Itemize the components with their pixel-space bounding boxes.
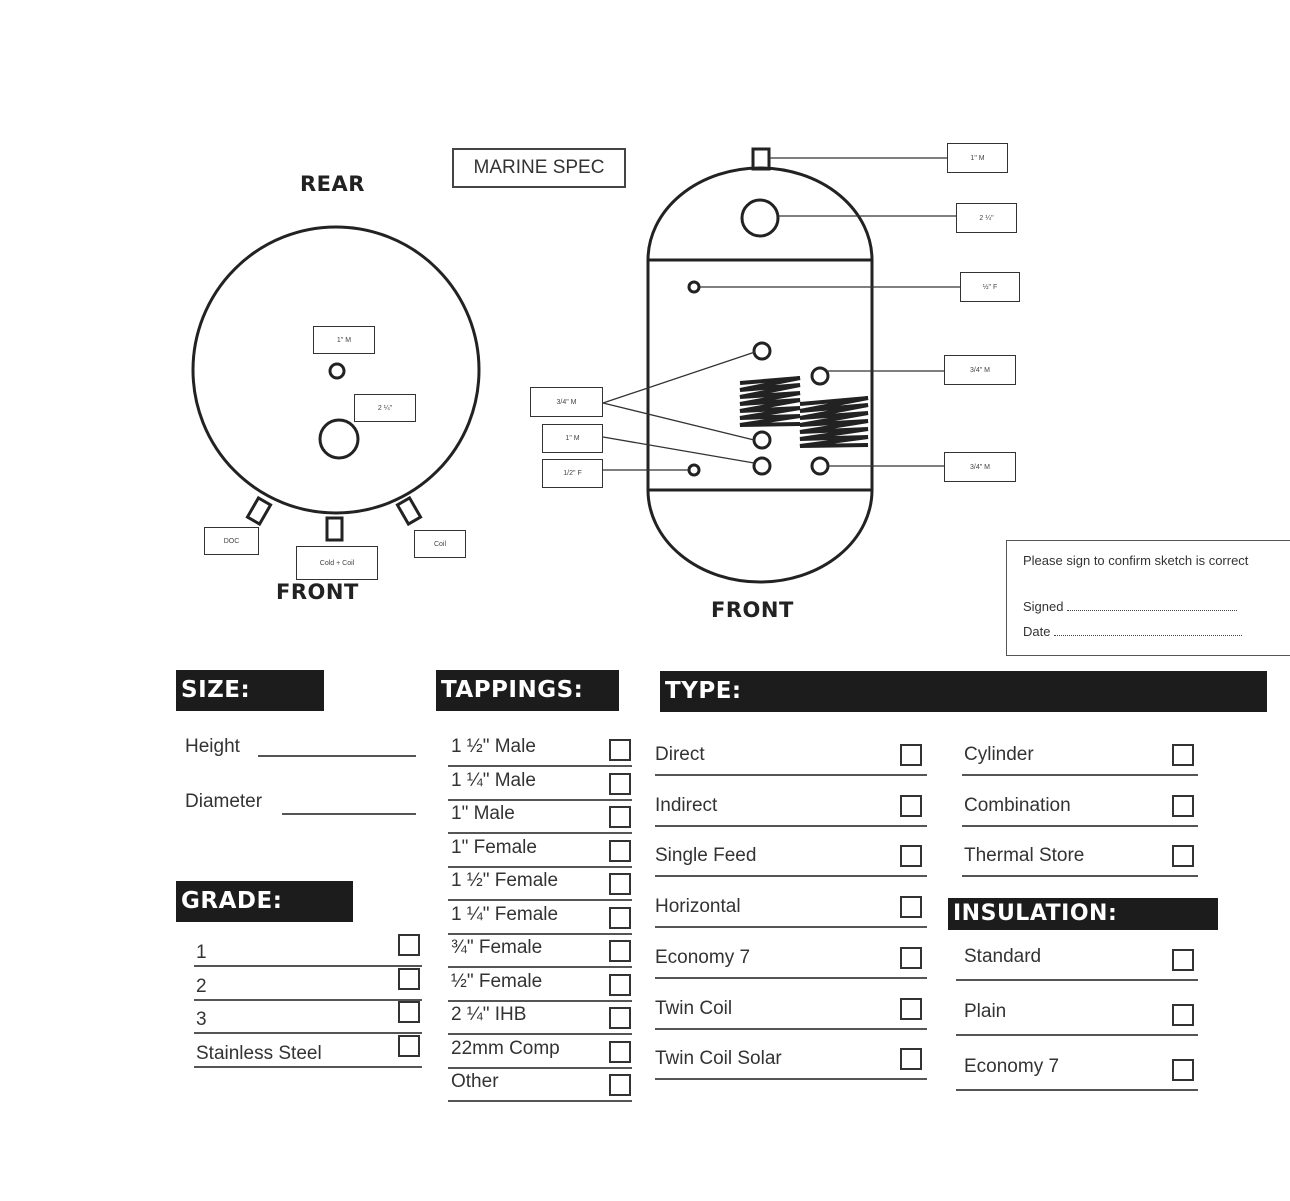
type-item-divider [962,825,1198,827]
type-item-checkbox[interactable] [900,845,922,867]
tapping-item-checkbox[interactable] [609,806,631,828]
tapping-item-label: 22mm Comp [451,1037,560,1059]
type-item-divider [655,825,927,827]
insulation-item-divider [956,979,1198,981]
rear-tap-cold [327,518,342,540]
rear-port-2-25in [320,420,358,458]
type-item-label: Twin Coil Solar [655,1048,782,1070]
tapping-item-label: 1 ½" Female [451,870,559,891]
rear-label-cold-coil: Cold + Coil [296,546,378,580]
tapping-item-divider [448,799,632,801]
height-label: Height [185,736,240,757]
type-item-checkbox[interactable] [900,795,922,817]
type-item-checkbox[interactable] [1172,744,1194,766]
tapping-item-divider [448,1100,632,1102]
tapping-item-label: ½" Female [451,970,543,992]
type-item-label: Twin Coil [655,997,733,1019]
front-label-3-4m-lower: 3/4" M [944,452,1016,482]
type-item-divider [655,1078,927,1080]
insulation-item-checkbox[interactable] [1172,1004,1194,1026]
tapping-item-divider [448,1033,632,1035]
tapping-item-checkbox[interactable] [609,1074,631,1096]
tapping-item-divider [448,966,632,968]
front-port-2-25in [742,200,778,236]
type-item-label: Combination [964,794,1071,816]
front-view-title: FRONT [711,598,794,622]
tapping-item-label: 1" Female [451,836,537,858]
insulation-item-checkbox[interactable] [1172,949,1194,971]
front-label-2-25in: 2 ¼" [956,203,1017,233]
front-label-half-f: ½" F [960,272,1020,302]
tapping-item-divider [448,1000,632,1002]
type-item-divider [655,875,927,877]
type-item-label: Direct [655,744,705,765]
tapping-item-label: 1 ½" Male [451,736,536,757]
rear-label-coil: Coil [414,530,466,558]
front-label-top: 1" M [947,143,1008,173]
type-item-checkbox[interactable] [900,998,922,1020]
tapping-item-divider [448,899,632,901]
tapping-item-divider [448,933,632,935]
insulation-header: INSULATION: [948,898,1218,930]
tapping-item-checkbox[interactable] [609,907,631,929]
date-label: Date [1023,624,1051,639]
type-item-divider [655,1028,927,1030]
type-item-checkbox[interactable] [900,1048,922,1070]
front-label-left-1m: 1" M [542,424,603,453]
sign-prompt: Please sign to confirm sketch is correct [1023,553,1249,568]
tappings-header: TAPPINGS: [436,670,619,711]
grade-item-label: 3 [196,1009,207,1030]
front-top-tap [753,149,769,169]
front-port-half-f-low [689,465,699,475]
type-item-checkbox[interactable] [900,896,922,918]
insulation-item-divider [956,1034,1198,1036]
type-header: TYPE: [660,671,1267,712]
tapping-item-label: 1" Male [451,803,515,824]
grade-item-divider [194,999,422,1001]
coil-1 [740,378,800,425]
grade-item-label: 2 [196,975,207,997]
signature-box [1006,540,1290,656]
tapping-item-divider [448,866,632,868]
tapping-item-divider [448,1067,632,1069]
tapping-item-checkbox[interactable] [609,940,631,962]
grade-item-divider [194,1066,422,1068]
type-item-label: Single Feed [655,845,757,867]
grade-item-divider [194,1032,422,1034]
front-label-3-4m-upper: 3/4" M [944,355,1016,385]
tapping-item-label: 2 ¼" IHB [451,1004,527,1025]
tapping-item-checkbox[interactable] [609,773,631,795]
type-item-divider [655,774,927,776]
rear-front-label: FRONT [276,580,359,604]
grade-header: GRADE: [176,881,353,922]
rear-tap-coil [397,498,420,524]
marine-spec-label: MARINE SPEC [452,148,626,188]
tapping-item-label: 1 ¼" Female [451,903,559,925]
grade-item-checkbox[interactable] [398,1035,420,1057]
size-header: SIZE: [176,670,324,711]
date-line[interactable] [1054,635,1242,636]
grade-item-checkbox[interactable] [398,968,420,990]
height-field[interactable] [258,755,416,757]
type-item-label: Economy 7 [655,946,751,968]
grade-item-checkbox[interactable] [398,934,420,956]
tapping-item-checkbox[interactable] [609,840,631,862]
type-item-label: Indirect [655,794,718,816]
grade-item-checkbox[interactable] [398,1001,420,1023]
type-item-label: Horizontal [655,896,741,918]
tapping-item-checkbox[interactable] [609,873,631,895]
tapping-item-label: ¾" Female [451,937,543,958]
rear-label-2-25in: 2 ¼" [354,394,416,422]
type-item-label: Cylinder [964,744,1034,765]
diameter-field[interactable] [282,813,416,815]
coil-2 [800,398,868,446]
grade-item-label: 1 [196,942,207,963]
front-label-left-3-4m: 3/4" M [530,387,603,417]
front-cylinder-outline [648,168,872,582]
insulation-item-label: Plain [964,1001,1007,1022]
tapping-item-checkbox[interactable] [609,1041,631,1063]
insulation-item-label: Standard [964,946,1042,967]
type-item-label: Thermal Store [964,845,1085,867]
diameter-label: Diameter [185,791,263,812]
tapping-item-checkbox[interactable] [609,974,631,996]
tapping-item-divider [448,832,632,834]
signed-line[interactable] [1067,610,1237,611]
front-port-half-f [689,282,699,292]
tapping-item-label: Other [451,1071,499,1092]
type-item-checkbox[interactable] [900,947,922,969]
grade-item-divider [194,965,422,967]
signed-label: Signed [1023,599,1064,614]
type-item-divider [962,774,1198,776]
tapping-item-checkbox[interactable] [609,739,631,761]
type-item-divider [655,926,927,928]
front-label-left-half-f: 1/2" F [542,459,603,488]
type-item-checkbox[interactable] [1172,795,1194,817]
type-item-divider [962,875,1198,877]
insulation-item-checkbox[interactable] [1172,1059,1194,1081]
rear-title: REAR [300,172,365,196]
grade-item-label: Stainless Steel [196,1042,322,1064]
insulation-item-divider [956,1089,1198,1091]
type-item-checkbox[interactable] [900,744,922,766]
type-item-checkbox[interactable] [1172,845,1194,867]
tapping-item-divider [448,765,632,767]
tapping-item-label: 1 ¼" Male [451,769,536,791]
rear-cylinder-outline [193,227,479,513]
rear-label-1in-m: 1" M [313,326,375,354]
rear-port-1in [330,364,344,378]
type-item-divider [655,977,927,979]
insulation-item-label: Economy 7 [964,1056,1060,1077]
rear-label-doc: DOC [204,527,259,555]
tapping-item-checkbox[interactable] [609,1007,631,1029]
rear-tap-doc [247,498,270,524]
